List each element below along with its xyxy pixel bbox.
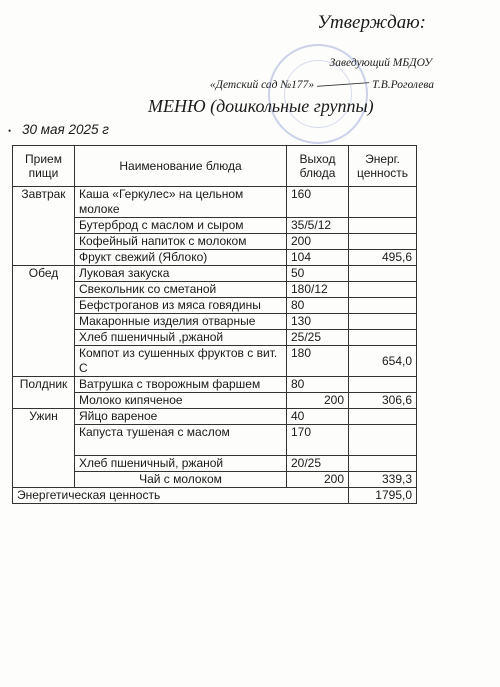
yield-cell: 200 bbox=[287, 472, 349, 488]
bullet-icon: • bbox=[8, 126, 12, 136]
meal-cell: Обед bbox=[13, 266, 75, 377]
yield-cell: 180 bbox=[287, 346, 349, 377]
energy-cell bbox=[349, 314, 417, 330]
dish-cell: Бефстроганов из мяса говядины bbox=[75, 298, 287, 314]
energy-cell: 654,0 bbox=[349, 346, 417, 377]
energy-cell bbox=[349, 187, 417, 218]
table-row bbox=[13, 409, 417, 425]
dish-cell: Ватрушка с творожным фаршем bbox=[75, 377, 287, 393]
yield-cell: 50 bbox=[287, 266, 349, 282]
approver-position: Заведующий МБДОУ bbox=[329, 57, 432, 69]
table-row bbox=[13, 187, 417, 218]
yield-cell: 35/5/12 bbox=[287, 218, 349, 234]
column-header-meal: Прием пищи bbox=[13, 146, 75, 187]
yield-cell: 40 bbox=[287, 409, 349, 425]
yield-cell: 160 bbox=[287, 187, 349, 218]
yield-cell: 130 bbox=[287, 314, 349, 330]
seal-stamp bbox=[268, 44, 368, 144]
dish-cell: Хлеб пшеничный ,ржаной bbox=[75, 330, 287, 346]
yield-cell: 104 bbox=[287, 250, 349, 266]
signer-name: Т.В.Роголева bbox=[372, 79, 434, 91]
dish-cell: Чай с молоком bbox=[75, 472, 287, 488]
energy-cell: 495,6 bbox=[349, 250, 417, 266]
dish-cell: Яйцо вареное bbox=[75, 409, 287, 425]
energy-cell bbox=[349, 266, 417, 282]
dish-cell: Капуста тушеная с маслом bbox=[75, 425, 287, 456]
menu-date: 30 мая 2025 г bbox=[22, 122, 109, 137]
yield-cell: 170 bbox=[287, 425, 349, 456]
total-row bbox=[13, 488, 417, 504]
dish-cell: Молоко кипяченое bbox=[75, 393, 287, 409]
yield-cell: 20/25 bbox=[287, 456, 349, 472]
yield-cell: 80 bbox=[287, 298, 349, 314]
yield-cell: 25/25 bbox=[287, 330, 349, 346]
total-value: 1795,0 bbox=[349, 488, 417, 504]
organization-name: «Детский сад №177» bbox=[209, 79, 315, 91]
energy-cell bbox=[349, 377, 417, 393]
meal-cell: Ужин bbox=[13, 409, 75, 488]
dish-cell: Каша «Геркулес» на цельном молоке bbox=[75, 187, 287, 218]
energy-cell bbox=[349, 425, 417, 456]
dish-cell: Кофейный напиток с молоком bbox=[75, 234, 287, 250]
dish-cell: Фрукт свежий (Яблоко) bbox=[75, 250, 287, 266]
table-row bbox=[13, 266, 417, 282]
energy-cell: 306,6 bbox=[349, 393, 417, 409]
dish-cell: Луковая закуска bbox=[75, 266, 287, 282]
energy-cell bbox=[349, 218, 417, 234]
energy-cell bbox=[349, 298, 417, 314]
column-header-dish: Наименование блюда bbox=[75, 146, 287, 187]
approval-heading: Утверждаю: bbox=[317, 12, 426, 33]
dish-cell: Свекольник со сметаной bbox=[75, 282, 287, 298]
energy-cell: 339,3 bbox=[349, 472, 417, 488]
energy-cell bbox=[349, 282, 417, 298]
yield-cell: 180/12 bbox=[287, 282, 349, 298]
energy-cell bbox=[349, 234, 417, 250]
dish-cell: Компот из сушенных фруктов с вит. С bbox=[75, 346, 287, 377]
energy-cell bbox=[349, 456, 417, 472]
dish-cell: Хлеб пшеничный, ржаной bbox=[75, 456, 287, 472]
dish-cell: Бутерброд с маслом и сыром bbox=[75, 218, 287, 234]
table-row bbox=[13, 377, 417, 393]
column-header-energy: Энерг. ценность bbox=[349, 146, 417, 187]
yield-cell: 200 bbox=[287, 393, 349, 409]
meal-cell: Завтрак bbox=[13, 187, 75, 266]
column-header-yield: Выход блюда bbox=[287, 146, 349, 187]
table-header-row bbox=[13, 146, 417, 187]
yield-cell: 200 bbox=[287, 234, 349, 250]
energy-cell bbox=[349, 330, 417, 346]
yield-cell: 80 bbox=[287, 377, 349, 393]
menu-table bbox=[12, 145, 417, 504]
energy-cell bbox=[349, 409, 417, 425]
total-label: Энергетическая ценность bbox=[13, 488, 349, 504]
menu-title: МЕНЮ (дошкольные группы) bbox=[148, 96, 374, 116]
meal-cell: Полдник bbox=[13, 377, 75, 409]
dish-cell: Макаронные изделия отварные bbox=[75, 314, 287, 330]
